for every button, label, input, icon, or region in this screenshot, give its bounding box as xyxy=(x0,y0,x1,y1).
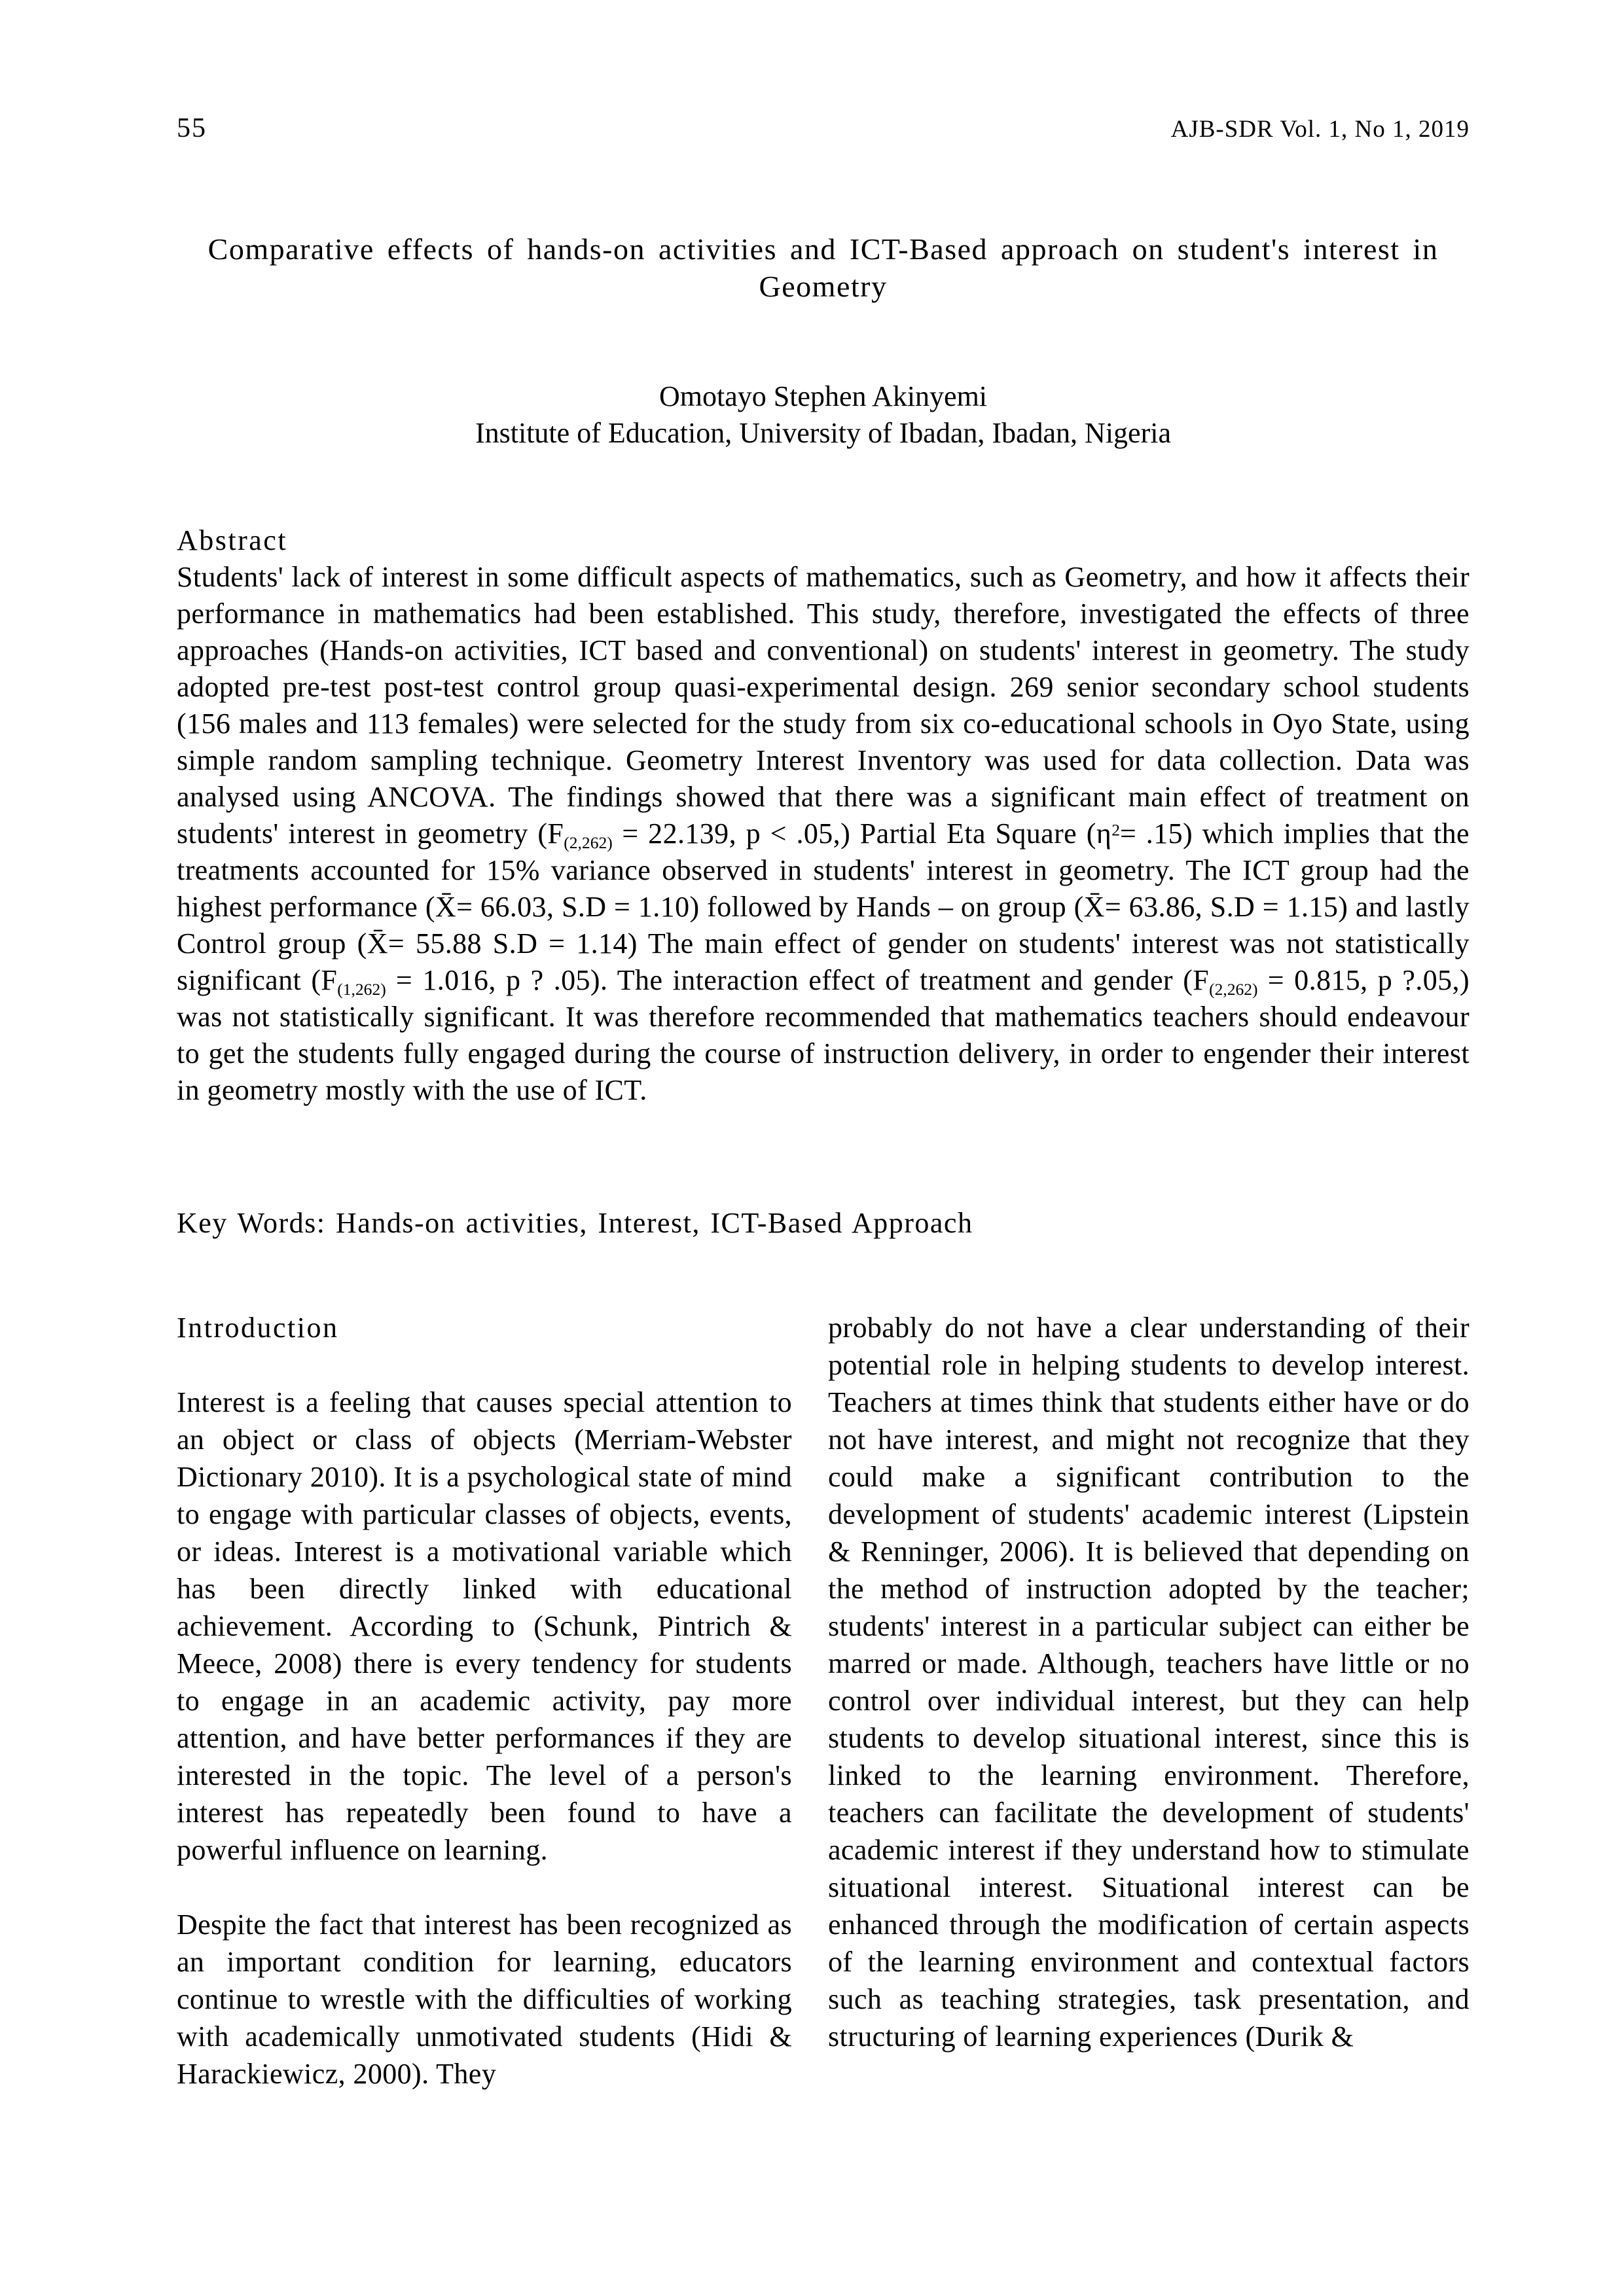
introduction-paragraph-3: probably do not have a clear understanding of their potential role in helping students to develop interest. Teachers at times think that students either have or do not have interest, and might not recognize that they could make a significant contribution to the development of students' academic interest (Lipstein & Renninger, 2006). It is believed that depending on the method of instruction adopted by the teacher; students' interest in a particular subject can either be marred or made. Although, teachers have little or no control over individual interest, but they can help students to develop situational interest, since this is linked to the learning environment. Therefore, teachers can facilitate the development of students' academic interest if they understand how to stimulate situational interest. Situational interest can be enhanced through the modification of certain aspects of the learning environment and contextual factors such as teaching strategies, task presentation, and structuring of learning experiences (Durik & xyxy=(828,1312,1470,2053)
abstract-heading: Abstract xyxy=(177,524,288,556)
byline xyxy=(177,378,1470,452)
author-affiliation: Institute of Education, University of Ibadan, Ibadan, Nigeria xyxy=(475,417,1171,449)
introduction-paragraph-2: Despite the fact that interest has been recognized as an important condition for learning, educators continue to wrestle with the difficulties of working with academically unmotivated students (Hidi & Harackiewicz, 2000). They xyxy=(177,1909,792,2090)
introduction-columns xyxy=(177,1309,1470,2092)
right-column xyxy=(828,1309,1470,2092)
introduction-paragraph-1: Interest is a feeling that causes special attention to an object or class of objects (Merriam-Webster Dictionary 2010). It is a psychological state of mind to engage with particular classes of objects, events, or ideas. Interest is a motivational variable which has been directly linked with educational achievement. According to (Schunk, Pintrich & Meece, 2008) there is every tendency for students to engage in an academic activity, pay more attention, and have better performances if they are interested in the topic. The level of a person's interest has repeatedly been found to have a powerful influence on learning. xyxy=(177,1386,792,1866)
keywords-line xyxy=(177,1206,1470,1240)
article-title: Comparative effects of hands-on activities and ICT-Based approach on student's interest in Geometry xyxy=(208,232,1439,303)
page-number: 55 xyxy=(177,113,207,143)
abstract-section xyxy=(177,522,1470,1109)
left-column xyxy=(177,1309,792,2092)
keywords-text: Key Words: Hands-on activities, Interest, ICT-Based Approach xyxy=(177,1207,973,1239)
author-name: Omotayo Stephen Akinyemi xyxy=(659,380,988,412)
page-header xyxy=(177,113,1470,144)
introduction-heading: Introduction xyxy=(177,1312,339,1344)
abstract-text: Students' lack of interest in some difficult aspects of mathematics, such as Geometry, and how it affects their performance in mathematics had been established. This study, therefore, investigated the effects of three approaches (Hands-on activities, ICT based and conventional) on students' interest in geometry. The study adopted pre-test post-test control group quasi-experimental design. 269 senior secondary school students (156 males and 113 females) were selected for the study from six co-educational schools in Oyo State, using simple random sampling technique. Geometry Interest Inventory was used for data collection. Data was analysed using ANCOVA. The findings showed that there was a significant main effect of treatment on students' interest in geometry ($F_{(2,262)} = 22.139$, p < .05,) Partial Eta Square $(\eta^2= .15)$ which implies that the treatments accounted for 15% variance observed in students' interest in geometry. The ICT group had the highest performance (X̄= 66.03, S.D = 1.10) followed by Hands – on group (X̄= 63.86, S.D = 1.15) and lastly Control group (X̄= 55.88 S.D = 1.14) The main effect of gender on students' interest was not statistically significant ($F_{(1,262)} = 1.016$, p ? .05). The interaction effect of treatment and gender ($F_{(2,262)} = 0.815$, p ?.05,) was not statistically significant. It was therefore recommended that mathematics teachers should endeavour to get the students fully engaged during the course of instruction delivery, in order to engender their interest in geometry mostly with the use of ICT. xyxy=(177,561,1470,1106)
journal-reference: AJB-SDR Vol. 1, No 1, 2019 xyxy=(1170,116,1470,143)
title-block xyxy=(177,230,1470,305)
